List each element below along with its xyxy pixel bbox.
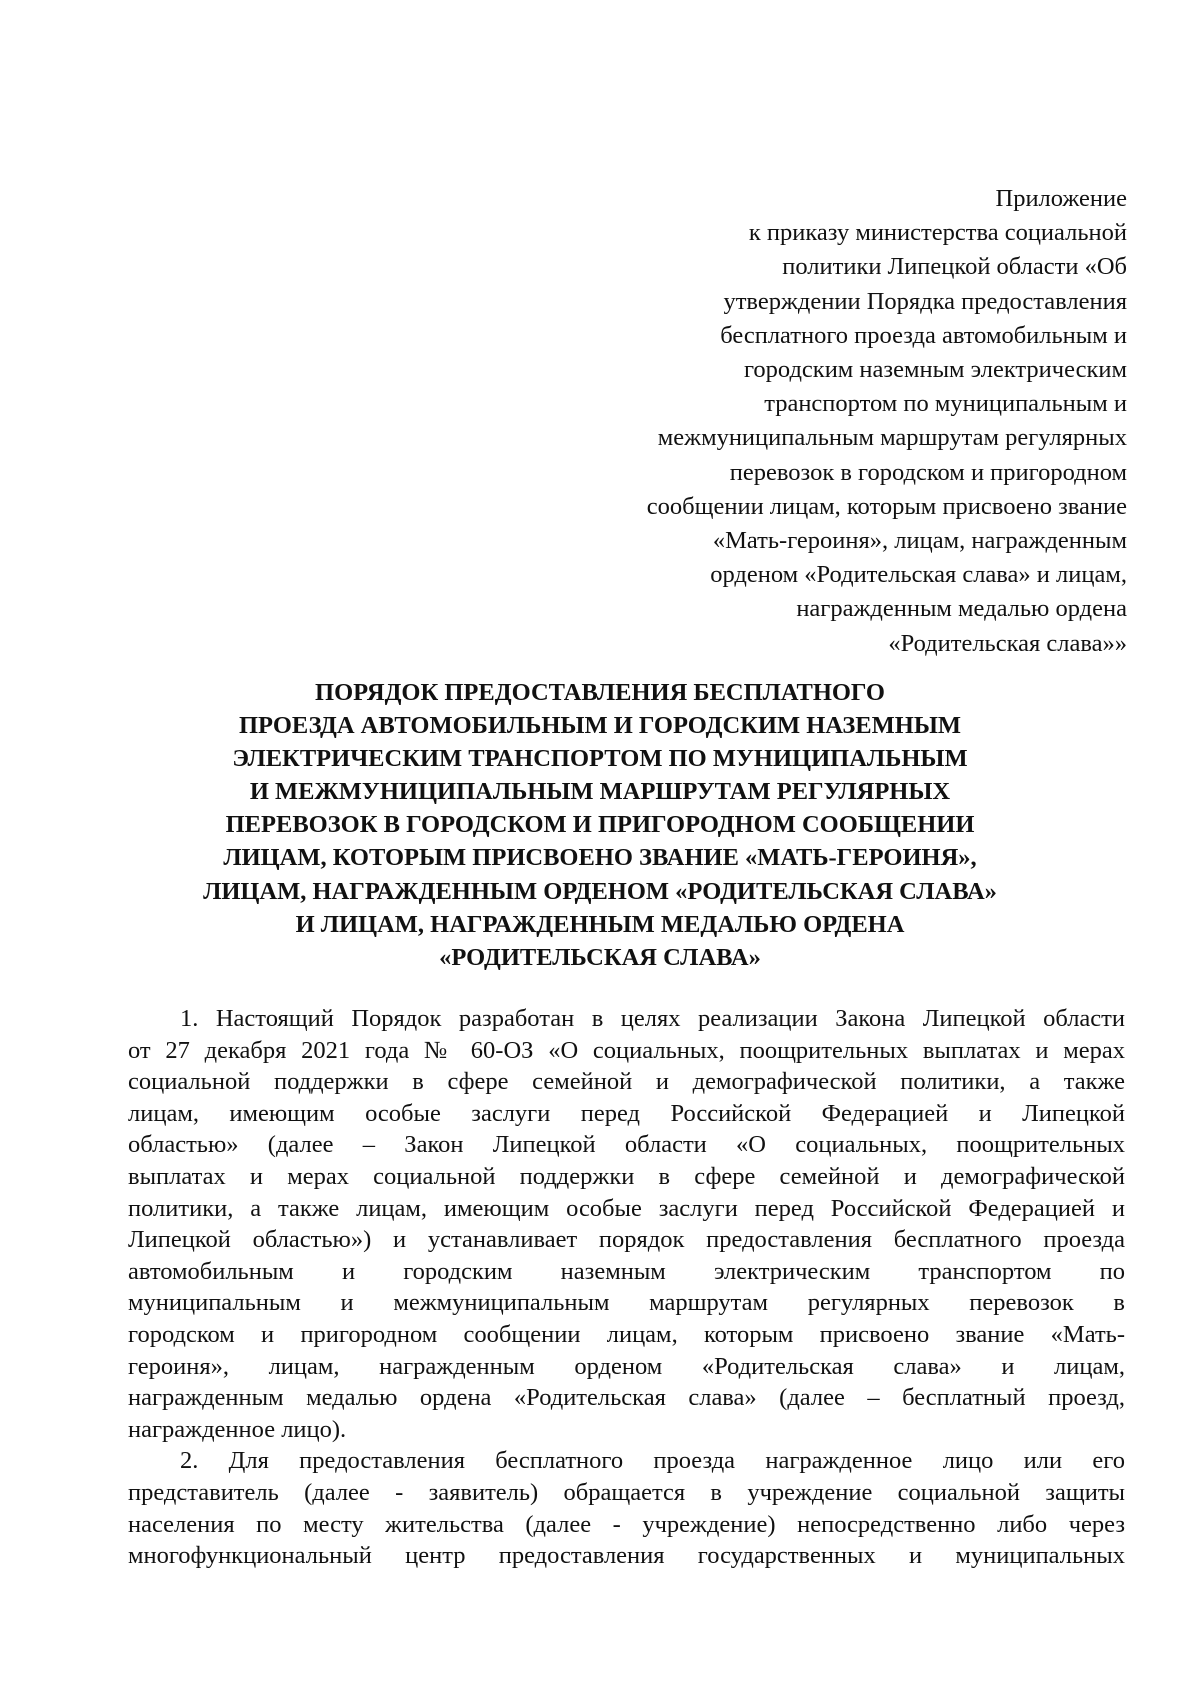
paragraph-line: выплатах и мерах социальной поддержки в сфере семейной и демографической [128, 1162, 1125, 1190]
appendix-line: Приложение [995, 185, 1127, 212]
title-line: ЛИЦАМ, НАГРАЖДЕННЫМ ОРДЕНОМ «РОДИТЕЛЬСКАЯ СЛАВА» [203, 877, 997, 905]
appendix-line: к приказу министерства социальной [748, 219, 1127, 247]
appendix-line: городским наземным электрическим [743, 356, 1127, 384]
paragraph-line: муниципальным и межмуниципальным маршрутам регулярных перевозок в [128, 1289, 1125, 1317]
title-line: И ЛИЦАМ, НАГРАЖДЕННЫМ МЕДАЛЬЮ ОРДЕНА [295, 910, 905, 938]
paragraph-line: награжденное лицо). [128, 1415, 347, 1443]
appendix-line: транспортом по муниципальным и [764, 390, 1127, 418]
paragraph-line: 1. Настоящий Порядок разработан в целях реализации Закона Липецкой области [180, 1005, 1125, 1032]
title-line: ПРОЕЗДА АВТОМОБИЛЬНЫМ И ГОРОДСКИМ НАЗЕМНЫМ [239, 712, 961, 740]
paragraph-line: городском и пригородном сообщении лицам, которым присвоено звание «Мать- [128, 1320, 1125, 1348]
appendix-line: перевозок в городском и пригородном [729, 458, 1127, 486]
appendix-line: награжденным медалью ордена [796, 595, 1127, 623]
document-title [130, 676, 1070, 974]
paragraph-line: героиня», лицам, награжденным орденом «Родительская слава» и лицам, [128, 1352, 1125, 1380]
paragraph-line: автомобильным и городским наземным электрическим транспортом по [128, 1257, 1125, 1285]
paragraph-line: 2. Для предоставления бесплатного проезда награжденное лицо или его [180, 1447, 1125, 1475]
title-line: ЭЛЕКТРИЧЕСКИМ ТРАНСПОРТОМ ПО МУНИЦИПАЛЬНЫМ [232, 745, 968, 773]
title-line: И МЕЖМУНИЦИПАЛЬНЫМ МАРШРУТАМ РЕГУЛЯРНЫХ [249, 778, 951, 806]
appendix-line: сообщении лицам, которым присвоено звание [646, 492, 1127, 520]
title-line: ПОРЯДОК ПРЕДОСТАВЛЕНИЯ БЕСПЛАТНОГО [315, 679, 885, 706]
appendix-line: орденом «Родительская слава» и лицам, [710, 561, 1127, 589]
paragraph-line: награжденным медалью ордена «Родительская слава» (далее – бесплатный проезд, [128, 1384, 1125, 1412]
paragraph-line: Липецкой областью») и устанавливает порядок предоставления бесплатного проезда [128, 1226, 1125, 1254]
paragraph-line: областью» (далее – Закон Липецкой области «О социальных, поощрительных [128, 1131, 1125, 1159]
paragraph-2 [128, 1445, 1125, 1571]
paragraph-1 [128, 1003, 1125, 1445]
appendix-header [567, 182, 1127, 661]
paragraph-line: населения по месту жительства (далее - учреждение) непосредственно либо через [128, 1510, 1125, 1538]
appendix-line: бесплатного проезда автомобильным и [720, 321, 1127, 349]
appendix-line: межмуниципальным маршрутам регулярных [657, 424, 1127, 452]
paragraph-line: многофункциональный центр предоставления государственных и муниципальных [128, 1542, 1125, 1570]
paragraph-line: от 27 декабря 2021 года № 60-ОЗ «О социальных, поощрительных выплатах и мерах [128, 1036, 1125, 1064]
paragraph-line: представитель (далее - заявитель) обращается в учреждение социальной защиты [128, 1478, 1125, 1506]
paragraph-line: социальной поддержки в сфере семейной и демографической политики, а также [128, 1068, 1125, 1096]
paragraph-line: политики, а также лицам, имеющим особые заслуги перед Российской Федерацией и [128, 1194, 1125, 1222]
appendix-line: политики Липецкой области «Об [782, 253, 1127, 281]
title-line: «РОДИТЕЛЬСКАЯ СЛАВА» [439, 943, 761, 971]
title-line: ПЕРЕВОЗОК В ГОРОДСКОМ И ПРИГОРОДНОМ СООБЩЕНИИ [225, 811, 975, 839]
appendix-line: утверждении Порядка предоставления [723, 287, 1127, 315]
appendix-line: «Мать-героиня», лицам, награжденным [712, 527, 1127, 555]
paragraph-line: лицам, имеющим особые заслуги перед Российской Федерацией и Липецкой [128, 1099, 1125, 1127]
document-body [128, 1003, 1125, 1572]
appendix-line: «Родительская слава»» [888, 629, 1127, 657]
title-line: ЛИЦАМ, КОТОРЫМ ПРИСВОЕНО ЗВАНИЕ «МАТЬ-ГЕРОИНЯ», [223, 844, 977, 872]
